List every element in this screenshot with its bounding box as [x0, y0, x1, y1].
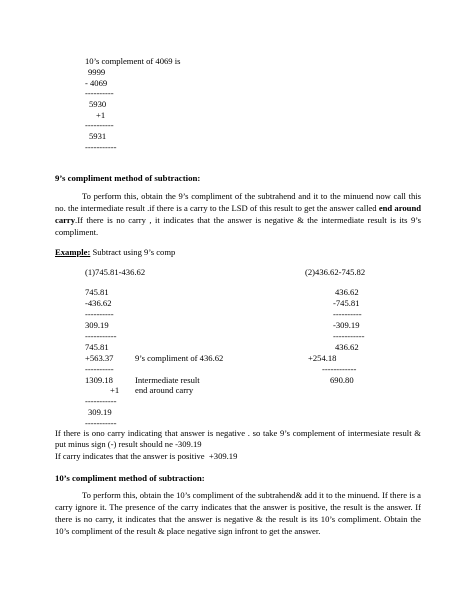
- example-1-note: Intermediate result: [135, 375, 200, 385]
- example-1-note: 9’s compliment of 436.62: [135, 353, 224, 363]
- example-label: Example:: [55, 247, 91, 257]
- note-negative: If there is ono carry indicating that answer is negative . so take 9’s complement of intermesiate result & put minus sign (-) result should ne -309.19: [55, 428, 421, 449]
- example-2-line: 690.80: [330, 375, 354, 385]
- para-bold-text: end around carry: [55, 203, 421, 225]
- intro-line: -----------: [85, 142, 117, 152]
- example-2-line: +254.18: [308, 353, 337, 363]
- para-text: .If there is no carry , it indicates that the answer is negative & the intermediate result is its 9’s compliment.: [55, 215, 421, 237]
- example-1-line: 745.81: [85, 287, 109, 297]
- example-1-line: 745.81: [85, 342, 109, 352]
- example-1-note: end around carry: [135, 385, 194, 395]
- intro-line: +1: [96, 110, 106, 120]
- intro-line: ----------: [85, 120, 114, 130]
- example-1-line: +563.37: [85, 353, 114, 363]
- example-1-line: -----------: [85, 331, 117, 341]
- section-heading-nines: 9’s compliment method of subtraction:: [55, 173, 201, 183]
- section-heading-tens: 10’s compliment method of subtraction:: [55, 473, 205, 483]
- intro-line: ----------: [85, 88, 114, 98]
- example-1-line: 309.19: [85, 320, 109, 330]
- intro-line: - 4069: [85, 78, 108, 88]
- para-text: To perform this, obtain the 9’s compliment of the subtrahend and it to the minuend now call this no. the intermediate result .if there is a carry to the LSD of this result to get the answer called: [55, 191, 421, 213]
- example-2-title: (2)436.62-745.82: [305, 267, 366, 277]
- example-2-line: 436.62: [335, 342, 359, 352]
- example-2-line: -309.19: [333, 320, 360, 330]
- intro-example-title: 10’s complement of 4069 is: [85, 56, 181, 66]
- section-nines-paragraph: [55, 190, 421, 238]
- example-2-line: ----------: [333, 309, 362, 319]
- example-1-line: ----------: [85, 309, 114, 319]
- example-2-line: 436.62: [335, 287, 359, 297]
- example-1-title: (1)745.81-436.62: [85, 267, 146, 277]
- example-1-line: +1: [110, 385, 120, 395]
- intro-line: 9999: [88, 67, 106, 77]
- example-text: Subtract using 9’s comp: [90, 247, 176, 257]
- intro-line: 5930: [89, 99, 107, 109]
- example-heading: [55, 247, 175, 257]
- example-1-line: -436.62: [85, 298, 112, 308]
- example-2-line: -----------: [333, 331, 365, 341]
- example-1-line: 1309.18: [85, 375, 113, 385]
- example-2-line: ------------: [322, 364, 357, 374]
- example-2-line: -745.81: [333, 298, 360, 308]
- section-tens-paragraph: To perform this, obtain the 10’s compliment of the subtrahend& add it to the minuend. If there is a carry ignore it. The presence of the carry indicates that the answer is positive, the result is the answer. If there is no carry, it indicates that the answer is negative & the result is its 10’s compliment. Obtain the 10’s compliment of the result & place negative sign infront to get the answer.: [55, 490, 421, 536]
- note-positive: If carry indicates that the answer is positive +309.19: [55, 451, 238, 461]
- example-1-line: -----------: [85, 396, 117, 406]
- example-1-line: 309.19: [88, 407, 112, 417]
- intro-line: 5931: [89, 131, 107, 141]
- example-1-line: ----------: [85, 364, 114, 374]
- example-1-line: -----------: [85, 418, 117, 428]
